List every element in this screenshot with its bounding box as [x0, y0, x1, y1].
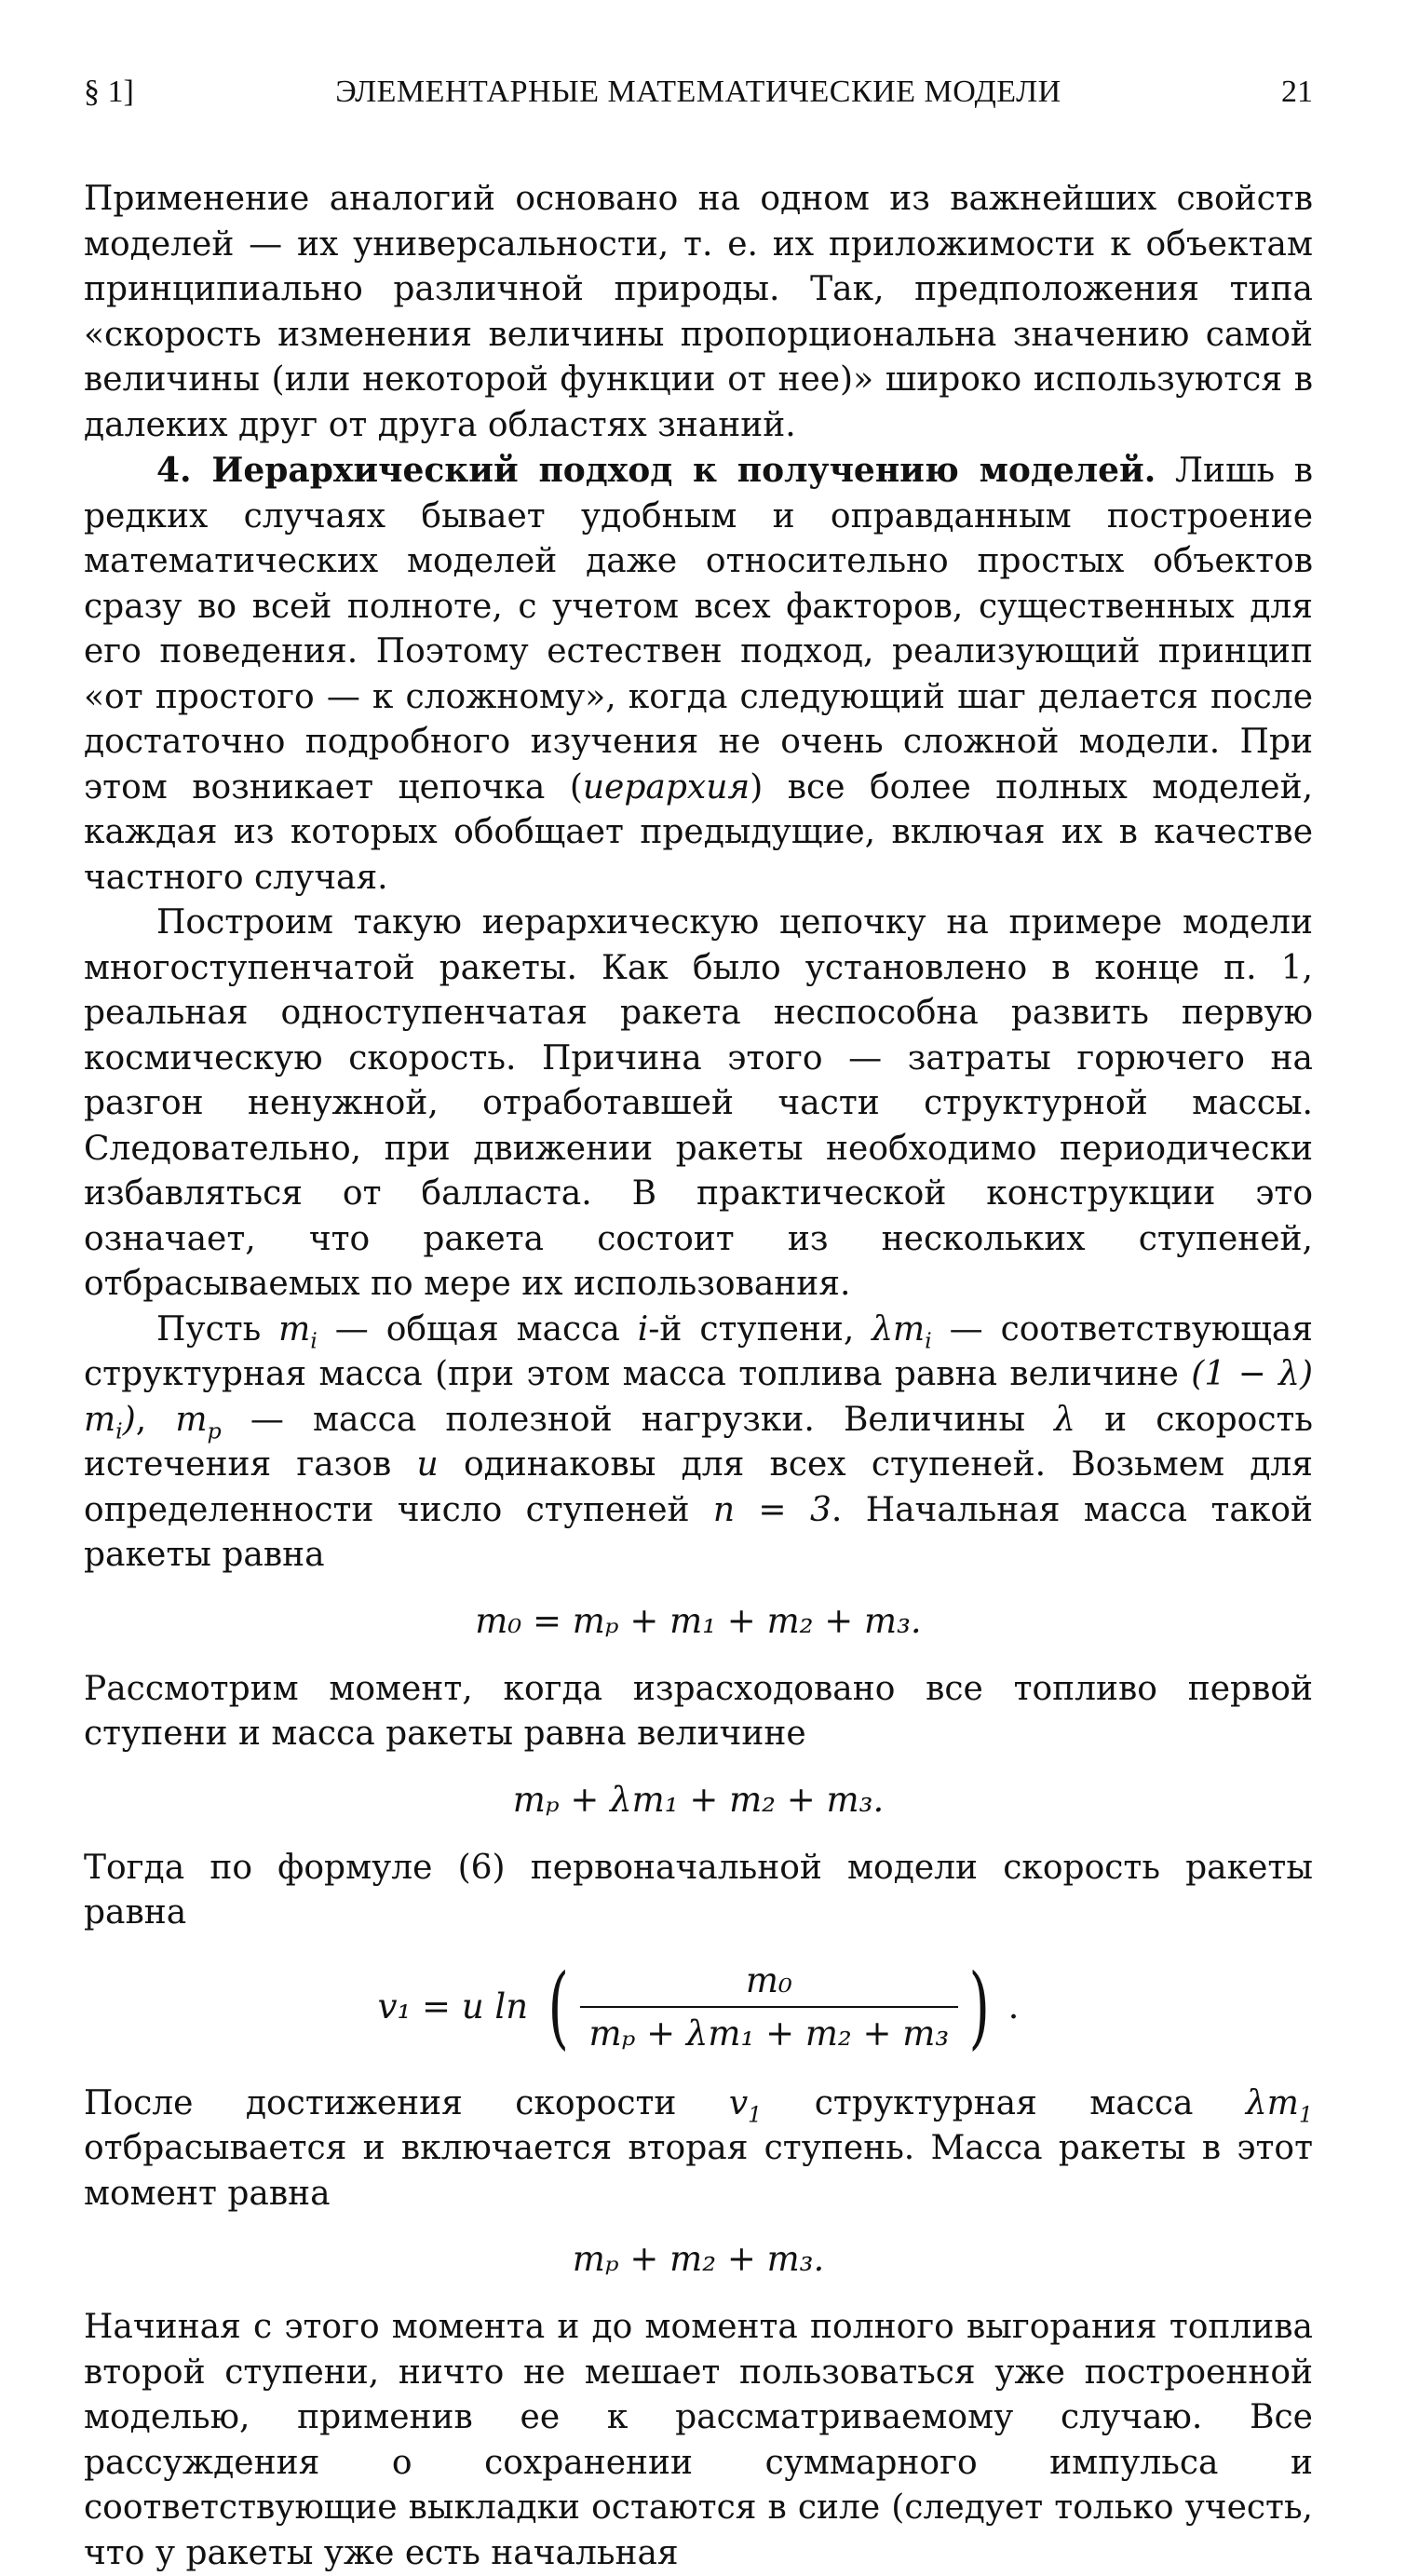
math-symbol: λm	[872, 1309, 926, 1349]
paragraph-continuation: Начиная с этого момента и до момента полного выгорания топлива второй ступени, ничто не мешает пользоваться уже построенной моделью, применив ее к рассматриваемому случаю. Все рассуждения о сохранении суммарного импульса и соответствующие выкладки остаются в силе (следует только учесть, что у ракеты уже есть начальная	[84, 2308, 1313, 2572]
paragraph-analogies: Применение аналогий основано на одном из важнейших свойств моделей — их универсальности, т. е. их приложимости к объектам принципиально различной природы. Так, предположения типа «скорость изменения величины пропорциональна значению самой величины (или некоторой функции от нее)» широко используются в далеких друг от друга областях знаний.	[84, 180, 1313, 444]
left-parenthesis: (	[548, 1954, 570, 2059]
math-inline	[1245, 2083, 1313, 2127]
paragraph-formula-reference: Тогда по формуле (6) первоначальной модели скорость ракеты равна	[84, 1848, 1313, 1932]
paragraph-text: — общая масса	[317, 1309, 638, 1349]
math-subscript: 1	[1298, 2100, 1313, 2127]
paragraph-second-stage	[84, 2081, 1313, 2217]
paragraph-multistage-rocket: Построим такую иерархическую цепочку на примере модели многоступенчатой ракеты. Как было установлено в конце п. 1, реальная одноступенчатая ракета неспособна развить первую космическую скорость. Причина этого — затраты горючего на разгон ненужной, отработавшей части структурной массы. Следовательно, при движении ракеты необходимо периодически избавляться от балласта. В практической конструкции это означает, что ракета состоит из нескольких ступеней, отбрасываемых по мере их использования.	[84, 903, 1313, 1303]
page-number: 21	[1281, 75, 1313, 109]
paragraph-text: . Начальная масса такой ракеты равна	[84, 1490, 1313, 1574]
paragraph-first-stage: Рассмотрим момент, когда израсходовано все топливо первой ступени и масса ракеты равна величине	[84, 1669, 1313, 1753]
math-symbol: m	[175, 1400, 208, 1439]
fraction	[580, 1960, 959, 2054]
paragraph-text: После достижения скорости	[84, 2083, 729, 2122]
italic-term: иерархия	[582, 767, 750, 807]
paragraph-text: Лишь в редких случаях бывает удобным и оправданным построение математических моделей даже относительно простых объектов сразу во всей полноте, с учетом всех факторов, существенных для его поведения. Поэтому естествен подход, реализующий принцип «от простого — к сложному», когда следующий шаг делается после достаточно подробного изучения не очень сложной модели. При этом возникает цепочка (	[84, 452, 1314, 807]
formula-velocity-v1	[84, 1954, 1313, 2059]
paragraph-text: ) все более полных моделей, каждая из которых обобщает предыдущие, включая их в качестве частного случая.	[84, 767, 1314, 897]
math-inline: i	[637, 1309, 649, 1349]
math-subscript: 1	[748, 2100, 763, 2127]
math-inline: u	[416, 1445, 439, 1484]
math-inline	[175, 1400, 222, 1444]
formula-mass-after-first-stage: mₚ + λm₁ + m₂ + m₃.	[512, 1779, 885, 1820]
math-inline	[278, 1309, 318, 1353]
math-inline	[872, 1309, 932, 1353]
math-subscript: i	[310, 1326, 318, 1353]
math-subscript: i	[925, 1326, 932, 1353]
math-symbol: v	[728, 2083, 749, 2122]
paragraph-text: и скорость истечения газов	[84, 1400, 1314, 1484]
chapter-title: ЭЛЕМЕНТАРНЫЕ МАТЕМАТИЧЕСКИЕ МОДЕЛИ	[335, 75, 1061, 109]
math-symbol: )	[122, 1400, 136, 1439]
paragraph-hierarchy	[84, 448, 1313, 901]
formula-initial-mass: m₀ = mₚ + m₁ + m₂ + m₃.	[475, 1600, 922, 1641]
book-page	[84, 75, 1313, 2576]
math-symbol: λm	[1245, 2083, 1299, 2122]
math-inline: n = 3	[712, 1490, 831, 1529]
paragraph-text: — масса полезной нагрузки. Величины	[221, 1400, 1055, 1439]
math-inline: λ	[1054, 1400, 1075, 1439]
running-head	[84, 75, 1313, 127]
paragraph-text: Пусть	[156, 1309, 279, 1349]
paragraph-text: отбрасывается и включается вторая ступень. Масса ракеты в этот момент равна	[84, 2129, 1313, 2213]
right-parenthesis: )	[968, 1954, 991, 2059]
section-heading: 4. Иерархический подход к получению моделей.	[156, 451, 1156, 490]
section-marker: § 1]	[84, 75, 134, 109]
paragraph-text: ,	[135, 1400, 176, 1439]
body-text	[84, 177, 1313, 2576]
formula-period: .	[1007, 1986, 1020, 2027]
math-symbol: m	[278, 1309, 311, 1349]
math-inline	[728, 2083, 763, 2127]
formula-mass-second-stage: mₚ + m₂ + m₃.	[572, 2239, 825, 2279]
fraction-numerator: m₀	[745, 1959, 792, 2000]
fraction-denominator: mₚ + λm₁ + m₂ + m₃	[580, 2006, 959, 2054]
math-symbol: (1 − λ) m	[84, 1355, 1313, 1439]
paragraph-text: -й ступени,	[648, 1309, 872, 1349]
formula-lhs: v₁ = u ln	[377, 1986, 529, 2027]
math-subscript: p	[207, 1417, 222, 1444]
paragraph-text: структурная масса	[762, 2083, 1246, 2122]
paragraph-definitions	[84, 1308, 1313, 1579]
math-subscript: i	[115, 1417, 123, 1444]
paragraph-text: — соответствующая структурная масса (при этом масса топлива равна величине	[84, 1309, 1314, 1393]
paragraph-text: одинаковы для всех ступеней. Возьмем для определенности число ступеней	[84, 1445, 1313, 1529]
